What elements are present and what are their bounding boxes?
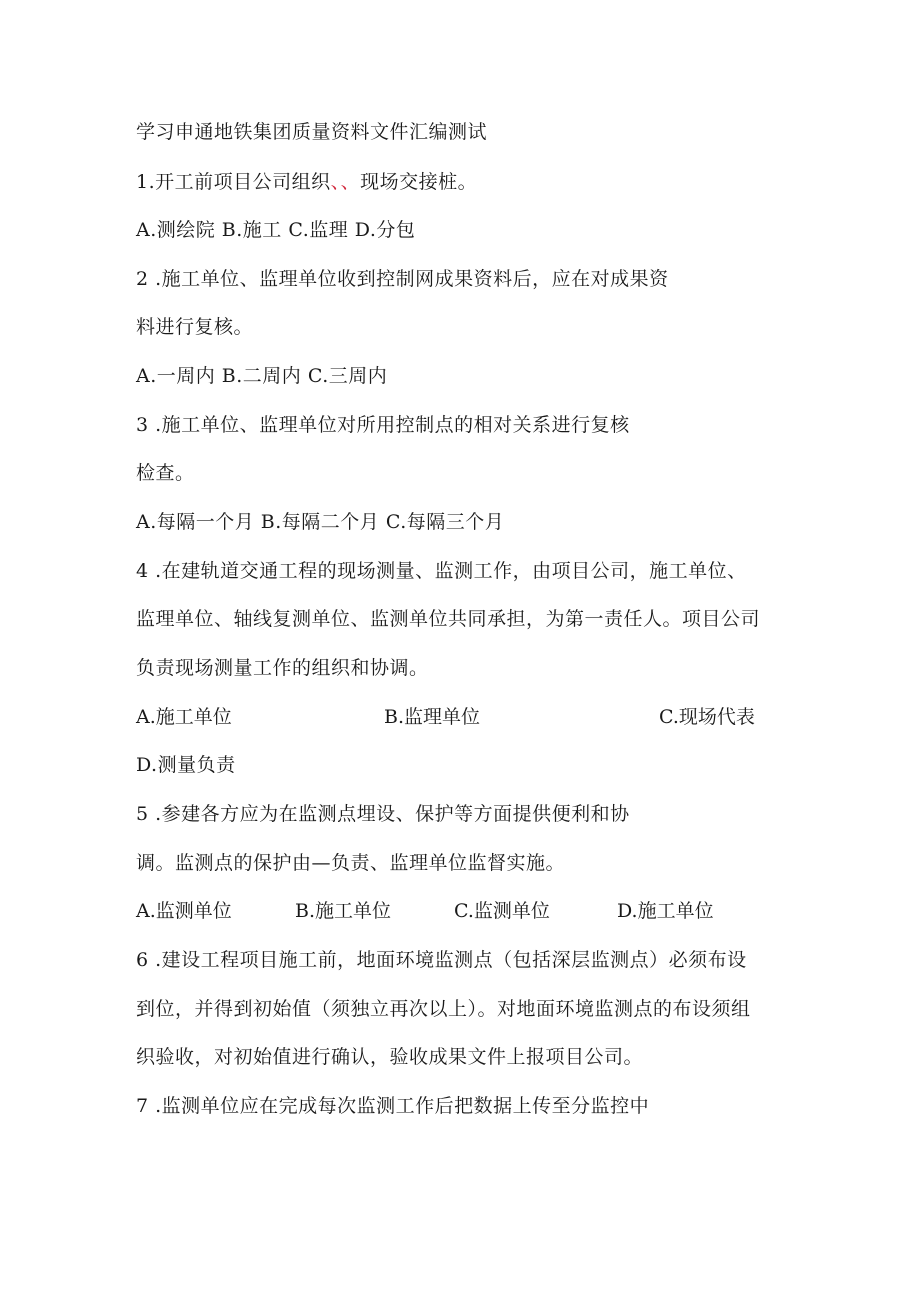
question-4-line-2: 监理单位、轴线复测单位、监测单位共同承担，为第一责任人。项目公司 bbox=[136, 608, 761, 630]
question-4-option-c: C.现场代表 bbox=[659, 706, 755, 728]
question-5-option-b: B.施工单位 bbox=[295, 900, 392, 922]
question-5-line-1: 5 .参建各方应为在监测点埋设、保护等方面提供便利和协 bbox=[136, 803, 630, 825]
question-1-blank-mark-2: 、 bbox=[340, 171, 361, 193]
question-1-text-after: 现场交接桩。 bbox=[360, 171, 478, 193]
question-4-line-1: 4 .在建轨道交通工程的现场测量、监测工作，由项目公司，施工单位、 bbox=[136, 560, 747, 582]
question-4-line-3: 负责现场测量工作的组织和协调。 bbox=[136, 657, 429, 679]
question-1-blank-mark-1: 、 bbox=[330, 171, 341, 193]
question-6-line-3: 织验收，对初始值进行确认，验收成果文件上报项目公司。 bbox=[136, 1046, 644, 1068]
question-3-line-2: 检查。 bbox=[136, 462, 195, 484]
question-5-option-d: D.施工单位 bbox=[617, 900, 714, 922]
question-2-line-2: 料进行复核。 bbox=[136, 316, 254, 338]
question-4-option-b: B.监理单位 bbox=[384, 706, 481, 728]
question-2-line-1: 2 .施工单位、监理单位收到控制网成果资料后，应在对成果资 bbox=[136, 268, 669, 290]
question-6-line-1: 6 .建设工程项目施工前，地面环境监测点（包括深层监测点）必须布设 bbox=[136, 949, 747, 971]
question-3-line-1: 3 .施工单位、监理单位对所用控制点的相对关系进行复核 bbox=[136, 414, 630, 436]
question-3-options: A.每隔一个月 B.每隔二个月 C.每隔三个月 bbox=[136, 511, 505, 533]
document-title: 学习申通地铁集团质量资料文件汇编测试 bbox=[136, 121, 488, 143]
question-5-option-a: A.监测单位 bbox=[136, 900, 232, 922]
question-1 bbox=[136, 170, 477, 194]
question-4-option-a: A.施工单位 bbox=[136, 706, 232, 728]
question-4-option-d: D.测量负责 bbox=[136, 754, 236, 776]
question-5-line-2: 调。监测点的保护由—负责、监理单位监督实施。 bbox=[136, 852, 566, 874]
question-6-line-2: 到位，并得到初始值（须独立再次以上）。对地面环境监测点的布设须组 bbox=[136, 998, 751, 1020]
question-2-options: A.一周内 B.二周内 C.三周内 bbox=[136, 365, 388, 387]
question-1-options: A.测绘院 B.施工 C.监理 D.分包 bbox=[136, 219, 416, 241]
question-1-text-before: 1.开工前项目公司组织 bbox=[136, 171, 331, 193]
question-5-option-c: C.监测单位 bbox=[454, 900, 550, 922]
question-7-line-1: 7 .监测单位应在完成每次监测工作后把数据上传至分监控中 bbox=[136, 1095, 650, 1117]
